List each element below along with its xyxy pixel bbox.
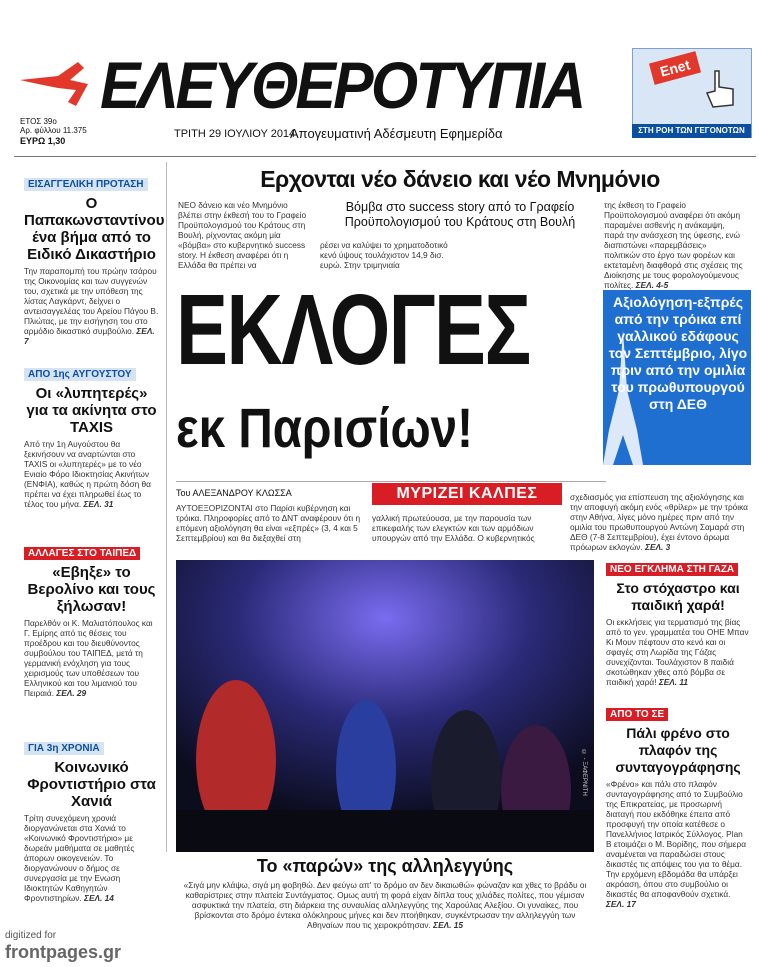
lead-col-1: ΝΕΟ δάνειο και νέο Μνημόνιο βλέπει στην έκθεσή του το Γραφείο Προϋπολογισμού του Κράτους στη Βουλή, ρίχνοντας ακόμη μία «βόμβα» στο κυβερνητικό success story. Η έκθεση αναφέρει ότι η Ελλάδα θα πρέπει να [178, 200, 307, 270]
lead-col-2: ρέσει να καλύψει το χρηματοδοτικό κενό ύψους τουλάχιστον 14,9 δισ. ευρώ. Στην τριμηνιαία [320, 240, 448, 270]
story-body: Από την 1η Αυγούστου θα ξεκινήσουν να αναρτώνται στο TAXIS οι «λυπητερές» με το νέο Ενιαίο Φόρο Ιδιοκτησίας Ακινήτων (ΕΝΦΙΑ), καθώς η πρώτη δόση θα πρέπει να έχει πληρωθεί έως το τέλος του μήνα. ΣΕΛ. 31 [24, 439, 151, 509]
feature-label: ΜΥΡΙΖΕΙ ΚΑΛΠΕΣ [372, 483, 562, 505]
photo-credit: © - ΞΑΦΕΡΝΙΤΗ [581, 750, 587, 796]
feature-col-1: ΑΥΤΟΕΞΟΡΙΖΟΝΤΑΙ στο Παρίσι κυβέρνηση και τρόικα. Πληροφορίες από το ΔΝΤ αναφέρουν ότι η επόμενη αξιολόγηση θα είναι «εξπρές» (3, 4 και 5 Σεπτεμβρίου) και θα διεξαχθεί στη [176, 503, 361, 543]
page-ref: ΣΕΛ. 11 [658, 677, 689, 687]
story-body: Παρελθόν οι Κ. Μαλιατόπουλος και Γ. Εμίρης από τις θέσεις του προέδρου και του διευθύνοντος συμβούλου του ΤΑΙΠΕΔ, μετά τη γερμανική ενόχληση για τους χειρισμούς των υποθέσεων του Ελληνικού και του λιμανιού του Πειραιά. ΣΕΛ. 29 [24, 618, 153, 698]
page-ref: ΣΕΛ. 29 [56, 688, 87, 698]
story-headline[interactable]: Στο στόχαστρο και παιδική χαρά! [616, 580, 740, 613]
hand-cursor-icon [703, 69, 739, 109]
lead-deck: Βόμβα στο success story από το Γραφείο Προϋπολογισμού του Κράτους στη Βουλή [344, 200, 576, 229]
watermark-line-1: digitized for [5, 930, 57, 941]
column-divider [166, 162, 167, 852]
page-ref: ΣΕΛ. 15 [433, 920, 463, 930]
concert-photo-graphic [176, 560, 594, 852]
page-ref: ΣΕΛ. 17 [606, 899, 636, 909]
right-story-1[interactable] [606, 559, 750, 687]
year-line: ΕΤΟΣ 39ο [20, 117, 57, 126]
tagline: Απογευματινή Αδέσμευτη Εφημερίδα [290, 126, 503, 141]
page-ref: ΣΕΛ. 4-5 [635, 280, 669, 290]
page-ref: ΣΕΛ. 7 [24, 326, 155, 346]
feature-mega-headline-2[interactable]: εκ Παρισίων! [176, 396, 473, 459]
story-body: Την παραπομπή του πρώην τσάρου της Οικονομίας και των συγγενών του, σχετικά με την υπόθεση της λίστας Λαγκάρντ, δείχνει ο αντεισαγγελέας του Αρείου Πάγου Β. Πλιώτας, με την εισήγηση του στο αρμόδιο δικαστικό συμβούλιο. ΣΕΛ. 7 [24, 266, 159, 346]
sidebar-story-4[interactable] [24, 738, 159, 903]
story-body: Τρίτη συνεχόμενη χρονιά διοργανώνεται στα Χανιά το «Κοινωνικό Φροντιστήριο» με δωρεάν μαθήματα σε μαθητές άπορων οικογενειών. Το διοργανώνουν ο δήμος σε συνεργασία με την Ενωση Ιδιοκτητών Καθηγητών Φροντιστηρίων. ΣΕΛ. 14 [24, 813, 135, 903]
right-story-2[interactable] [606, 704, 750, 909]
story-kicker: ΑΠΟ ΤΟ ΣΕ [606, 708, 668, 721]
story-headline[interactable]: Ο Παπακωνσταντίνου ένα βήμα από το Ειδικό Δικαστήριο [24, 195, 165, 263]
story-kicker: ΝΕΟ ΕΓΚΛΗΜΑ ΣΤΗ ΓΑΖΑ [606, 563, 738, 576]
story-body: «Φρένο» και πάλι στο πλαφόν συνταγογράφησης από το Συμβούλιο της Επικρατείας, με προσωρινή διαταγή που εκδόθηκε έπειτα από προσφυγή την οποία κατέθεσε ο Πανελλήνιος Ιατρικός Σύλλογος. Plan B ετοιμάζει ο Μ. Βορίδης, που σήμερα αναμένεται να παραδώσει στους δικαστές τις απόψεις του για το θέμα. Την ερχόμενη εβδομάδα θα υπάρξει ακρόαση, όπου στο συμβούλιο οι δικαστές θα αποφανθούν σχετικά. ΣΕΛ. 17 [606, 779, 747, 909]
sidebar-story-1[interactable] [24, 174, 165, 346]
story-headline[interactable]: «Εβηξε» το Βερολίνο και τους ξήλωσαν! [27, 564, 156, 615]
story-kicker: ΑΛΛΑΓΕΣ ΣΤΟ ΤΑΙΠΕΔ [24, 547, 140, 560]
masthead-divider [14, 156, 756, 157]
feature-col-2: γαλλική πρωτεύουσα, με την παρουσία των επικεφαλής των ελεγκτών και των αρμόδιων υπουργών από την Ελλάδα. Ο κυβερνητικός [372, 513, 535, 543]
issue-line: Αρ. φύλλου 11.375 [20, 126, 87, 135]
issue-date: ΤΡΙΤΗ 29 ΙΟΥΛΙΟΥ 2014 [174, 128, 296, 140]
watermark-line-2[interactable]: frontpages.gr [5, 942, 122, 962]
masthead-logo-figure [18, 58, 98, 110]
page-ref: ΣΕΛ. 31 [83, 499, 114, 509]
feature-divider [176, 481, 606, 482]
enet-logo: Enet [649, 51, 701, 85]
feature-col-3: σχεδιασμός για επίσπευση της αξιολόγησης και την αποφυγή ακόμη ενός «θρίλερ» με την τρόικα στην Αθήνα, λίγες μόνο ημέρες πριν από την ομιλία του πρωθυπουργού Αντώνη Σαμαρά στη ΔΕΘ (7-8 Σεπτεμβρίου), έχει έντονο άρωμα πρόωρων εκλογών. ΣΕΛ. 3 [570, 492, 748, 552]
page-ref: ΣΕΛ. 14 [84, 893, 114, 903]
price: ΕΥΡΩ 1,30 [20, 136, 66, 146]
byline: Του ΑΛΕΞΑΝΔΡΟΥ ΚΛΩΣΣΑ [176, 488, 292, 498]
lead-headline[interactable]: Ερχονται νέο δάνειο και νέο Μνημόνιο [260, 166, 660, 192]
story-headline[interactable]: Κοινωνικό Φροντιστήριο στα Χανιά [27, 759, 156, 810]
story-headline[interactable]: Οι «λυπητερές» για τα ακίνητα στο TAXIS [26, 385, 157, 436]
sidebar-story-3[interactable] [24, 543, 159, 698]
page-ref: ΣΕΛ. 3 [645, 542, 671, 552]
enet-tagline[interactable]: ΣΤΗ ΡΟΗ ΤΩΝ ΓΕΓΟΝΟΤΩΝ [632, 124, 751, 138]
concert-photo[interactable] [176, 560, 594, 852]
photo-caption-body: «Σιγά μην κλάψω, σιγά μη φοβηθώ. Δεν φεύγω απ' το δρόμο αν δεν δικαιωθώ» φώναζαν και χθες το βράδυ οι καθαρίστριες στην πλατεία Συντάγματος. Ομως αυτή τη φορά είχαν δίπλα τους χιλιάδες πολίτες, που γέμισαν ασφυκτικά την πλατεία, στη διάρκεια της συναυλίας αλληλεγγύης της Χαρούλας Αλεξίου. Οι γυναίκες, που βρίσκονται στο δρόμο έντεκα ολόκληρους μήνες και δεν πτοήθηκαν, συγκέντρωσαν την αλληλεγγύη των Αθηναίων που τις χειροκρότησαν. ΣΕΛ. 15 [183, 880, 587, 930]
story-kicker: ΑΠΟ 1ης ΑΥΓΟΥΣΤΟΥ [24, 368, 136, 381]
story-body: Οι εκκλήσεις για τερματισμό της βίας από το γεν. γραμματέα του ΟΗΕ Μπαν Κι Μουν πέφτουν στο κενό και οι σφαγές στη Λωρίδα της Γάζας συνεχίζονται. Τουλάχιστον 8 παιδιά σκοτώθηκαν χθες από βόμβα σε παιδική χαρά! ΣΕΛ. 11 [606, 617, 749, 687]
masthead-title[interactable]: ΕΛΕΥΘΕΡΟΤΥΠΙΑ [100, 48, 584, 122]
eiffel-box-text: Αξιολόγηση-εξπρές από την τρόικα επί γαλλικού εδάφους τον Σεπτέμβριο, λίγο πριν από την ομιλία του πρωθυπουργού στη ΔΕΘ [608, 294, 748, 412]
story-headline[interactable]: Πάλι φρένο στο πλαφόν της συνταγογράφησης [615, 725, 741, 775]
photo-caption[interactable]: Το «παρών» της αλληλεγγύης [256, 856, 514, 876]
sidebar-story-2[interactable] [24, 364, 159, 509]
story-kicker: ΓΙΑ 3η ΧΡΟΝΙΑ [24, 742, 104, 755]
story-kicker: ΕΙΣΑΓΓΕΛΙΚΗ ΠΡΟΤΑΣΗ [24, 178, 148, 191]
lead-col-3: της έκθεση το Γραφείο Προϋπολογισμού αναφέρει ότι ακόμη παραμένει ασθενής η ανάκαμψη, παρά την ανάσχεση της ύφεσης, ενώ διαπιστώνει «παρεμβάσεις» πολιτικών στο έργο των φορέων και εκτεταμένη διαφθορά στις σχέσεις της Διοίκησης με τους φορολογούμενους πολίτες. ΣΕΛ. 4-5 [604, 200, 743, 290]
running-figure-icon [18, 58, 98, 110]
feature-mega-headline-1[interactable]: ΕΚΛΟΓΕΣ [176, 274, 530, 386]
